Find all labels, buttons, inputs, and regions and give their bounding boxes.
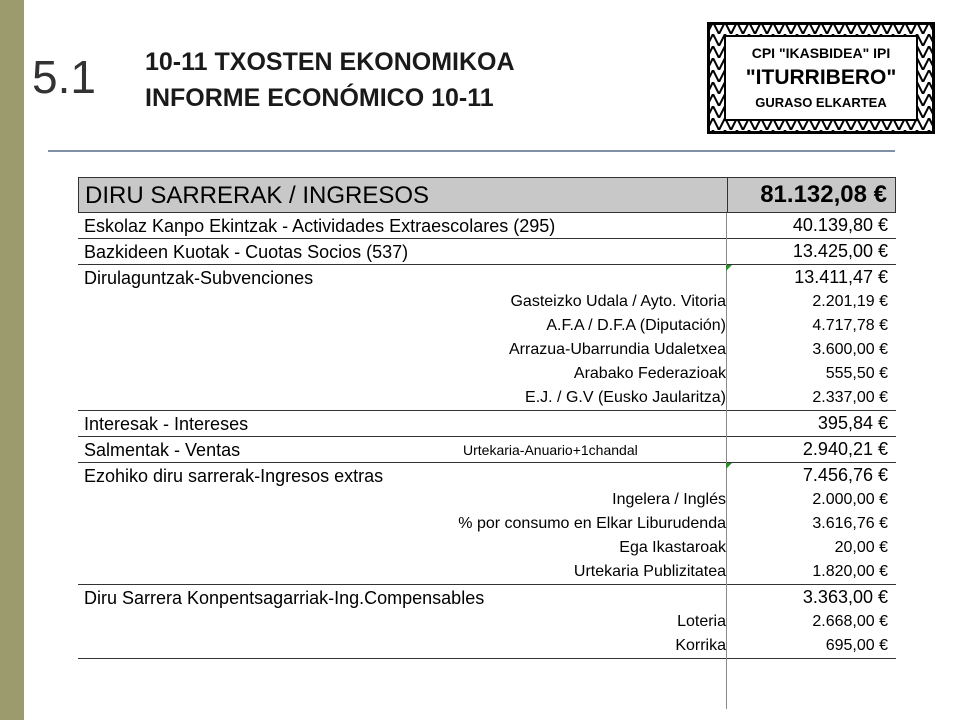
table-row xyxy=(78,386,896,410)
table-row xyxy=(78,265,896,290)
table-row xyxy=(78,239,896,264)
row-label: Korrika xyxy=(675,637,726,654)
row-label: Ega Ikastaroak xyxy=(619,539,726,556)
header-divider xyxy=(48,150,895,152)
row-label: Salmentak - Ventas xyxy=(84,440,241,460)
table-row xyxy=(78,290,896,314)
table-row xyxy=(78,512,896,536)
row-label: Arrazua-Ubarrundia Udaletxea xyxy=(509,341,726,358)
row-amount: 40.139,80 € xyxy=(792,215,888,235)
slide-number: 5.1 xyxy=(32,51,96,103)
row-amount: 395,84 € xyxy=(817,413,888,433)
row-amount: 4.717,78 € xyxy=(812,317,888,334)
table-row xyxy=(78,488,896,512)
row-amount: 3.363,00 € xyxy=(802,587,888,607)
row-label: Interesak - Intereses xyxy=(84,414,249,434)
row-amount: 13.425,00 € xyxy=(792,241,888,261)
row-label: Loteria xyxy=(677,613,726,630)
row-amount: 2.940,21 € xyxy=(802,439,888,459)
row-label: Dirulaguntzak-Subvenciones xyxy=(84,268,314,288)
left-accent-bar xyxy=(0,0,24,720)
title-basque: 10-11 TXOSTEN EKONOMIKOA xyxy=(145,48,515,76)
row-amount: 3.600,00 € xyxy=(812,341,888,358)
row-label: Urtekaria Publizitatea xyxy=(573,563,726,580)
row-label: Gasteizko Udala / Ayto. Vitoria xyxy=(510,293,726,310)
row-label: Diru Sarrera Konpentsagarriak-Ing.Compensables xyxy=(84,588,485,608)
row-label: Ezohiko diru sarrerak-Ingresos extras xyxy=(84,466,384,486)
table-row xyxy=(78,560,896,584)
row-amount: 555,50 € xyxy=(825,365,888,382)
table-row xyxy=(78,610,896,634)
row-amount: 2.668,00 € xyxy=(812,613,888,630)
table-row xyxy=(78,585,896,610)
logo-line-1: CPI "IKASBIDEA" IPI xyxy=(751,45,891,61)
table-row xyxy=(78,634,896,658)
table-row xyxy=(78,437,896,462)
row-label: E.J. / G.V (Eusko Jaularitza) xyxy=(525,389,726,406)
income-table xyxy=(78,177,896,659)
title-spanish: INFORME ECONÓMICO 10-11 xyxy=(145,84,494,112)
row-amount: 1.820,00 € xyxy=(812,563,888,580)
table-row xyxy=(78,411,896,436)
table-row xyxy=(78,314,896,338)
row-label: Arabako Federazioak xyxy=(573,365,726,382)
table-row xyxy=(78,536,896,560)
row-amount: 7.456,76 € xyxy=(802,465,888,485)
header-total: 81.132,08 € xyxy=(760,181,887,208)
header-label: DIRU SARRERAK / INGRESOS xyxy=(85,182,430,209)
logo-line-3: GURASO ELKARTEA xyxy=(755,95,887,110)
table-row xyxy=(78,362,896,386)
row-amount: 13.411,47 € xyxy=(794,267,888,287)
row-amount: 695,00 € xyxy=(825,637,888,654)
row-label: A.F.A / D.F.A (Diputación) xyxy=(546,317,726,334)
row-label: Bazkideen Kuotak - Cuotas Socios (537) xyxy=(84,242,409,262)
row-amount: 2.000,00 € xyxy=(812,491,888,508)
association-logo xyxy=(707,22,935,134)
table-row xyxy=(78,463,896,488)
row-label: % por consumo en Elkar Liburudenda xyxy=(458,515,726,532)
row-note: Urtekaria-Anuario+1chandal xyxy=(463,442,638,458)
row-amount: 20,00 € xyxy=(834,539,888,556)
table-row xyxy=(78,213,896,238)
row-amount: 2.337,00 € xyxy=(812,389,888,406)
row-amount: 2.201,19 € xyxy=(812,293,888,310)
row-amount: 3.616,76 € xyxy=(812,515,888,532)
row-label: Ingelera / Inglés xyxy=(612,491,726,508)
table-row xyxy=(78,338,896,362)
table-header xyxy=(78,177,896,213)
row-label: Eskolaz Kanpo Ekintzak - Actividades Extraescolares (295) xyxy=(84,216,556,236)
logo-line-2: "ITURRIBERO" xyxy=(745,66,897,89)
